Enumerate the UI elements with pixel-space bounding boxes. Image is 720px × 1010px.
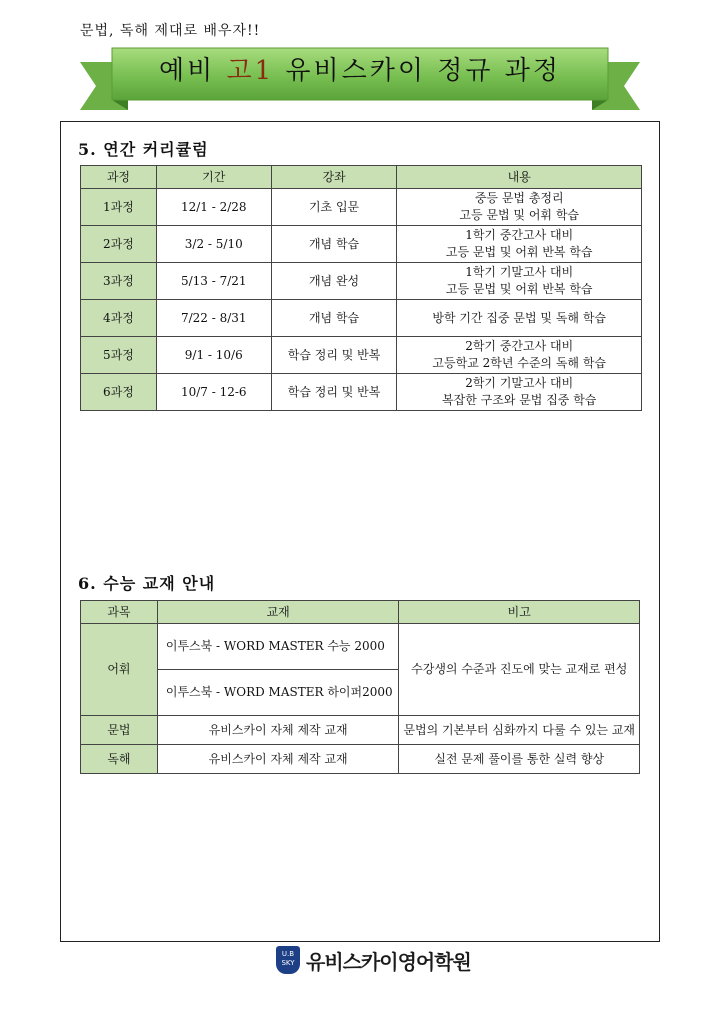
lecture-cell: 개념 학습 xyxy=(271,226,397,263)
lecture-cell: 개념 학습 xyxy=(271,300,397,337)
period-cell: 5/13 - 7/21 xyxy=(156,263,271,300)
table-row xyxy=(81,189,642,226)
lecture-cell: 학습 정리 및 반복 xyxy=(271,337,397,374)
content-cell: 1학기 중간고사 대비 고등 문법 및 어휘 반복 학습 xyxy=(397,226,642,263)
book-cell: 이투스북 - WORD MASTER 수능 2000 xyxy=(157,624,399,670)
course-cell: 6과정 xyxy=(81,374,157,411)
lecture-cell: 기초 입문 xyxy=(271,189,397,226)
table-row xyxy=(81,624,640,670)
lecture-cell: 개념 완성 xyxy=(271,263,397,300)
book-cell: 유비스카이 자체 제작 교재 xyxy=(157,745,399,774)
course-cell: 5과정 xyxy=(81,337,157,374)
header-note: 비고 xyxy=(399,601,640,624)
period-cell: 10/7 - 12-6 xyxy=(156,374,271,411)
section5-title: 5. 연간 커리큘럼 xyxy=(78,140,209,159)
curriculum-table xyxy=(80,165,642,411)
content-cell: 2학기 중간고사 대비 고등학교 2학년 수준의 독해 학습 xyxy=(397,337,642,374)
subject-cell: 문법 xyxy=(81,716,158,745)
table-row xyxy=(81,300,642,337)
header-period: 기간 xyxy=(156,166,271,189)
table-row xyxy=(81,226,642,263)
note-cell: 문법의 기본부터 심화까지 다룰 수 있는 교재 xyxy=(399,716,640,745)
course-cell: 1과정 xyxy=(81,189,157,226)
content-cell: 2학기 기말고사 대비 복잡한 구조와 문법 집중 학습 xyxy=(397,374,642,411)
table-row xyxy=(81,374,642,411)
content-cell: 1학기 기말고사 대비 고등 문법 및 어휘 반복 학습 xyxy=(397,263,642,300)
course-cell: 2과정 xyxy=(81,226,157,263)
table-row xyxy=(81,337,642,374)
book-cell: 이투스북 - WORD MASTER 하이퍼2000 xyxy=(157,670,399,716)
banner-title: 예비 고1 유비스카이 정규 과정 xyxy=(158,56,561,86)
lecture-cell: 학습 정리 및 반복 xyxy=(271,374,397,411)
note-cell: 실전 문제 풀이를 통한 실력 향상 xyxy=(399,745,640,774)
course-cell: 3과정 xyxy=(81,263,157,300)
subject-cell: 어휘 xyxy=(81,624,158,716)
textbook-table xyxy=(80,600,640,774)
banner-title-accent: 고1 xyxy=(226,56,275,86)
academy-logo xyxy=(276,944,471,976)
section6-title: 6. 수능 교재 안내 xyxy=(78,574,216,593)
header-book: 교재 xyxy=(157,601,399,624)
header-content: 내용 xyxy=(397,166,642,189)
table-row xyxy=(81,745,640,774)
tagline: 문법, 독해 제대로 배우자!! xyxy=(80,23,261,39)
content-cell: 방학 기간 집중 문법 및 독해 학습 xyxy=(397,300,642,337)
title-banner xyxy=(76,44,644,114)
note-cell: 수강생의 수준과 진도에 맞는 교재로 편성 xyxy=(399,624,640,716)
book-cell: 유비스카이 자체 제작 교재 xyxy=(157,716,399,745)
header-lecture: 강좌 xyxy=(271,166,397,189)
academy-name: 유비스카이영어학원 xyxy=(306,950,471,974)
shield-icon: U.B SKY xyxy=(276,946,300,974)
content-cell: 중등 문법 총정리 고등 문법 및 어휘 학습 xyxy=(397,189,642,226)
course-cell: 4과정 xyxy=(81,300,157,337)
header-subject: 과목 xyxy=(81,601,158,624)
table-row xyxy=(81,263,642,300)
period-cell: 12/1 - 2/28 xyxy=(156,189,271,226)
table-row xyxy=(81,716,640,745)
header-course: 과정 xyxy=(81,166,157,189)
period-cell: 9/1 - 10/6 xyxy=(156,337,271,374)
period-cell: 7/22 - 8/31 xyxy=(156,300,271,337)
subject-cell: 독해 xyxy=(81,745,158,774)
period-cell: 3/2 - 5/10 xyxy=(156,226,271,263)
